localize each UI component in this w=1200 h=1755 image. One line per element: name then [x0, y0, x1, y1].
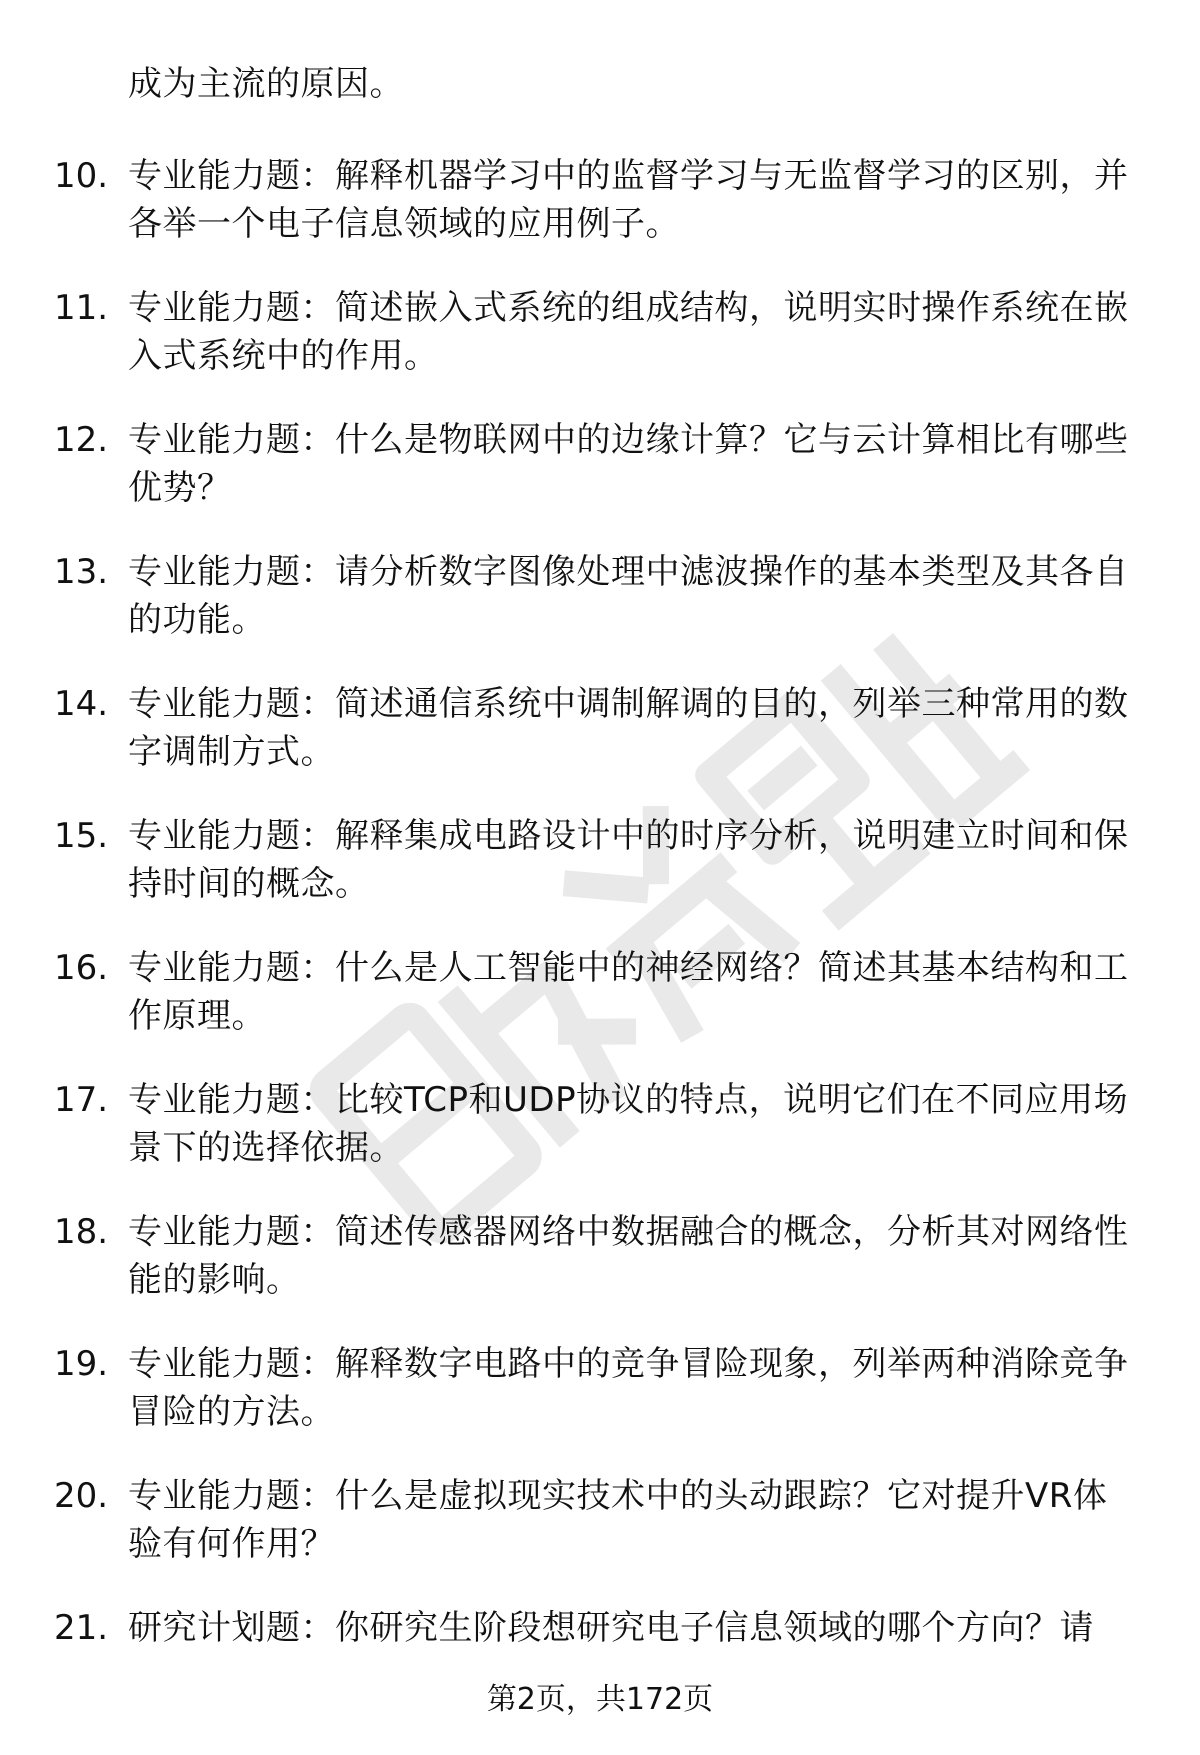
list-item [0, 944, 1200, 1076]
question-number: 16. [54, 948, 109, 988]
question-number: 13. [54, 552, 109, 592]
question-text: 专业能力题：解释机器学习中的监督学习与无监督学习的区别，并各举一个电子信息领域的应用例子。 [128, 156, 1129, 244]
question-text: 专业能力题：简述传感器网络中数据融合的概念，分析其对网络性能的影响。 [128, 1212, 1129, 1300]
list-item [0, 152, 1200, 284]
list-item [0, 1472, 1200, 1604]
list-item [0, 1076, 1200, 1208]
question-text: 专业能力题：简述嵌入式系统的组成结构，说明实时操作系统在嵌入式系统中的作用。 [128, 288, 1129, 376]
question-number: 20. [54, 1476, 109, 1516]
question-number: 15. [54, 816, 109, 856]
question-text: 专业能力题：解释数字电路中的竞争冒险现象，列举两种消除竞争冒险的方法。 [128, 1344, 1129, 1432]
list-item [0, 548, 1200, 680]
list-item [0, 680, 1200, 812]
list-item [0, 284, 1200, 416]
question-number: 11. [54, 288, 109, 328]
question-number: 12. [54, 420, 109, 460]
question-text: 研究计划题：你研究生阶段想研究电子信息领域的哪个方向？请 [128, 1608, 1094, 1648]
question-number: 18. [54, 1212, 109, 1252]
list-item [0, 416, 1200, 548]
question-number: 17. [54, 1080, 109, 1120]
continuation-text: 成为主流的原因。 [128, 64, 404, 104]
question-number: 10. [54, 156, 109, 196]
page-footer: 第2页，共172页 [486, 1682, 714, 1717]
list-item [0, 812, 1200, 944]
question-text: 专业能力题：解释集成电路设计中的时序分析，说明建立时间和保持时间的概念。 [128, 816, 1129, 904]
question-list [0, 152, 1200, 1736]
question-text: 专业能力题：什么是虚拟现实技术中的头动跟踪？它对提升VR体验有何作用？ [128, 1476, 1108, 1564]
question-text: 专业能力题：请分析数字图像处理中滤波操作的基本类型及其各自的功能。 [128, 552, 1129, 640]
question-number: 19. [54, 1344, 109, 1384]
question-text: 专业能力题：比较TCP和UDP协议的特点，说明它们在不同应用场景下的选择依据。 [128, 1080, 1129, 1168]
question-text: 专业能力题：什么是人工智能中的神经网络？简述其基本结构和工作原理。 [128, 948, 1129, 1036]
list-item [0, 1340, 1200, 1472]
question-text: 专业能力题：简述通信系统中调制解调的目的，列举三种常用的数字调制方式。 [128, 684, 1129, 772]
question-number: 14. [54, 684, 109, 724]
list-item [0, 1208, 1200, 1340]
question-text: 专业能力题：什么是物联网中的边缘计算？它与云计算相比有哪些优势？ [128, 420, 1129, 508]
question-number: 21. [54, 1608, 109, 1648]
